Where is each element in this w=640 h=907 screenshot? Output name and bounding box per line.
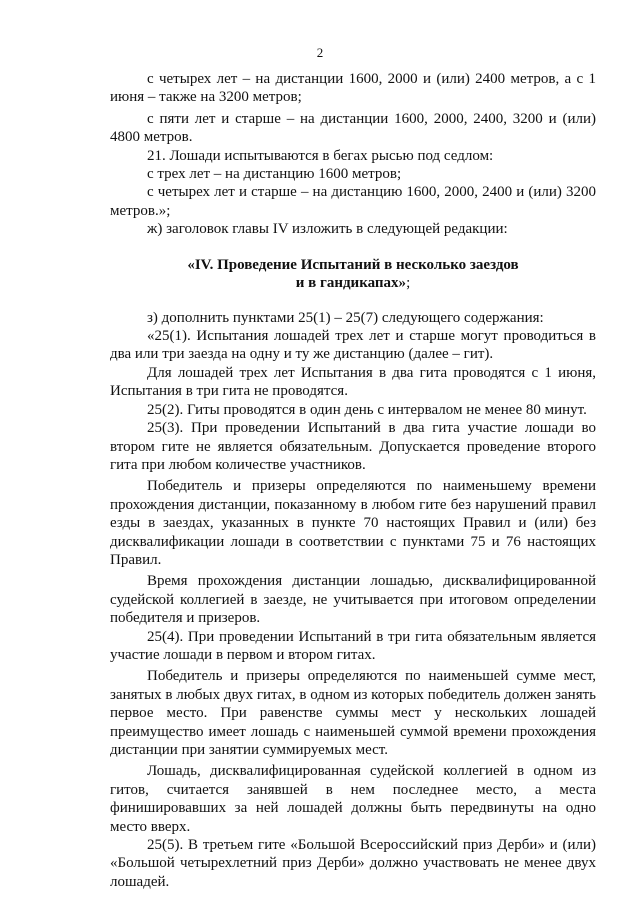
chapter-heading: [110, 256, 596, 293]
paragraph-item-21: 21. Лошади испытываются в бегах рысью под седлом:: [147, 147, 494, 164]
document-body: [110, 70, 596, 891]
paragraph-five-years: с пяти лет и старше – на дистанции 1600, 2000, 2400, 3200 и (или) 4800 метров.: [110, 110, 596, 146]
chapter-heading-line-2-wrap: [110, 274, 596, 293]
paragraph-25-1: «25(1). Испытания лошадей трех лет и старше могут проводиться в два или три заезда на одну и ту же дистанцию (далее – гит).: [110, 328, 596, 363]
paragraph-disqualified-time: Время прохождения дистанции лошадью, дисквалифицированной судейской коллегией в заезде, не учитывается при итоговом определении победителя и призеров.: [110, 573, 596, 627]
paragraph-four-years: с четырех лет – на дистанции 1600, 2000 и (или) 2400 метров, а с 1 июня – также на 3200 метров;: [110, 71, 596, 106]
paragraph-25-3: 25(3). При проведении Испытаний в два гита участие лошади во втором гите не является обязательным. Допускается проведение второго гита при любом количестве участников.: [110, 420, 596, 473]
paragraph-disqualified-place: Лошадь, дисквалифицированная судейской коллегией в одном из гитов, считается занявшей в нем последнее место, а места финишировавших за ней лошадей должны быть передвинуты на одно место вверх.: [110, 763, 596, 835]
chapter-heading-line-2: и в гандикапах»: [295, 275, 407, 292]
paragraph-item-zh: ж) заголовок главы IV изложить в следующей редакции:: [147, 221, 508, 238]
paragraph-winner-places: Победитель и призеры определяются по наименьшей сумме мест, занятых в любых двух гитах, в одном из которых победитель должен занять первое место. При равенстве суммы мест у нескольких лошадей преимущество имеет лошадь с наименьшей суммой времени прохождения дистанции при занятии суммируемых мест.: [110, 668, 596, 758]
paragraph-four-years-older: с четырех лет и старше – на дистанцию 1600, 2000, 2400 и (или) 3200 метров.»;: [110, 184, 596, 219]
paragraph-25-5: 25(5). В третьем гите «Большой Всероссийский приз Дерби» и (или) «Большой четырехлетний приз Дерби» должно участвовать не менее двух лошадей.: [110, 837, 596, 890]
page-number: 2: [316, 45, 324, 60]
chapter-heading-suffix: ;: [406, 275, 411, 292]
paragraph-three-year-heats: Для лошадей трех лет Испытания в два гита проводятся с 1 июня, Испытания в три гита не проводятся.: [110, 364, 596, 400]
paragraph-25-4: 25(4). При проведении Испытаний в три гита обязательным является участие лошади в первом и втором гитах.: [110, 628, 596, 663]
paragraph-three-years: с трех лет – на дистанцию 1600 метров;: [147, 166, 402, 183]
paragraph-25-2: 25(2). Гиты проводятся в один день с интервалом не менее 80 минут.: [147, 401, 587, 418]
paragraph-winner-time: Победитель и призеры определяются по наименьшему времени прохождения дистанции, показанному в любом гите без нарушений правил езды в заездах, указанных в пункте 70 настоящих Правил и (или) без дисквалификации лошади в соответствии с пунктами 75 и 76 настоящих Правил.: [110, 478, 596, 568]
paragraph-item-z: з) дополнить пунктами 25(1) – 25(7) следующего содержания:: [147, 309, 544, 326]
chapter-heading-line-1: «IV. Проведение Испытаний в несколько заездов: [187, 256, 519, 273]
